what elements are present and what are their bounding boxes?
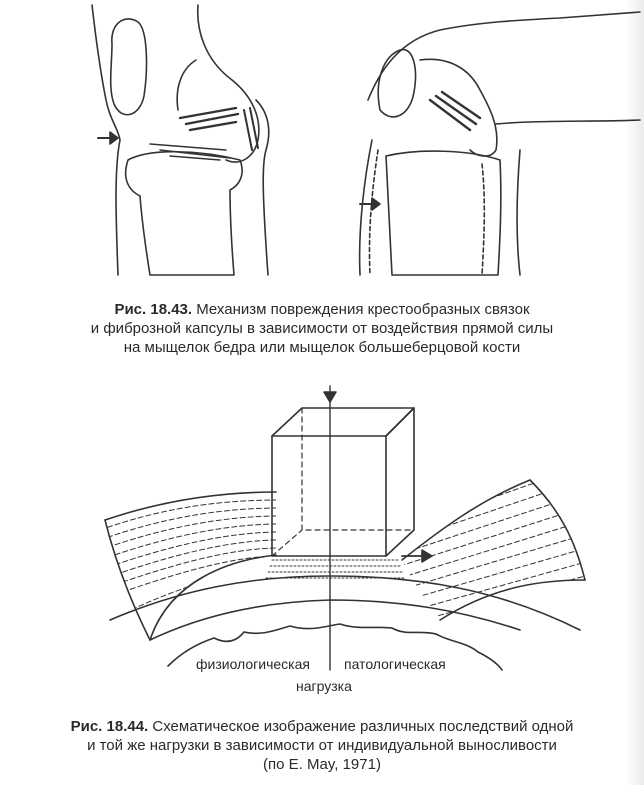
figure-18-43-illustration <box>0 0 644 290</box>
bone-arc <box>110 576 580 630</box>
right-knee-patella <box>378 50 415 117</box>
cube-side <box>386 408 414 556</box>
label-load: нагрузка <box>296 678 352 694</box>
label-pathological: патологическая <box>344 656 446 672</box>
figure-number: Рис. 18.44. <box>70 718 149 735</box>
caption-line-3: (по E. May, 1971) <box>263 756 381 773</box>
load-schematic-drawing <box>0 380 644 700</box>
figure-18-44-caption <box>0 717 644 774</box>
caption-line-1 <box>0 717 644 736</box>
page-edge-shadow <box>626 0 644 785</box>
caption-text: Механизм повреждения крестообразных связок <box>196 301 530 318</box>
caption-line-1 <box>0 300 644 319</box>
figure-18-43-caption <box>0 300 644 357</box>
caption-text: Схематическое изображение различных последствий одной <box>152 718 574 735</box>
figure-18-44-illustration <box>0 380 644 700</box>
caption-line-2: и той же нагрузки в зависимости от индивидуальной выносливости <box>87 737 557 754</box>
knee-injury-drawings <box>0 0 644 290</box>
left-knee-patella <box>111 19 147 115</box>
cube-top <box>272 408 414 436</box>
cube-front <box>272 436 386 556</box>
label-physiological: физиологическая <box>196 656 310 672</box>
caption-line-3: на мыщелок бедра или мыщелок большеберцовой кости <box>123 339 521 356</box>
right-knee-femur <box>368 12 640 100</box>
figure-number: Рис. 18.43. <box>114 301 193 318</box>
left-knee-tibia <box>126 152 242 275</box>
caption-line-2: и фиброзной капсулы в зависимости от воздействия прямой силы <box>90 320 554 337</box>
